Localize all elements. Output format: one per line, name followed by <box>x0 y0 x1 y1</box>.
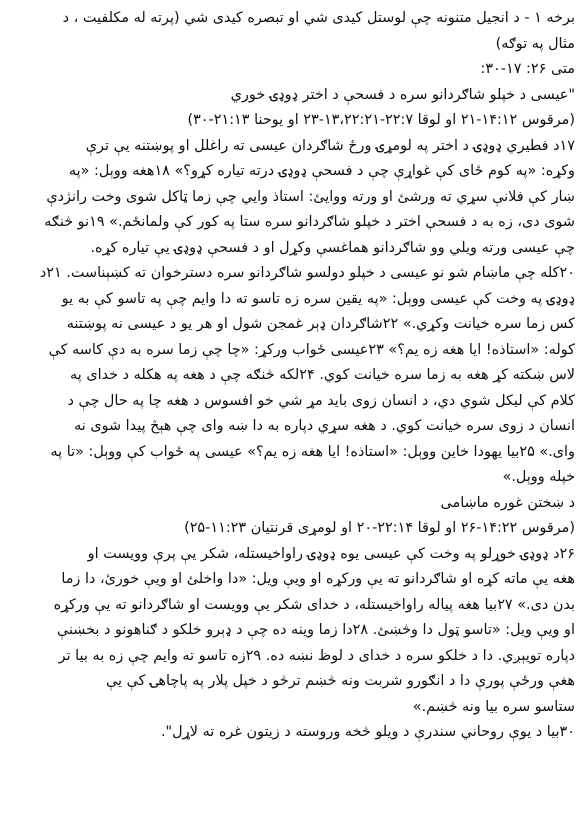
verse-paragraph: ۲۶د ډوډۍ خوړلو په وخت کې عيسی يوه ډوډۍ راواخيستله، شکر يې پرې وويست او هغه يې ماته کړه او شاګردانو ته يې ورکړه او ويې ويل: «دا واخلئ او ويې خورئ، دا زما بدن دی.» ۲۷بيا هغه پياله راواخيستله، د خدای شکر يې وويست او شاګردانو ته يې ورکړه او ويې ويل: «تاسو ټول دا وڅښئ. ۲۸دا زما وينه ده چې د ډېرو خلکو د ګناهونو د بخښنې دپاره تويېږي. دا د خلکو سره د خدای د لوظ نښه ده. ۲۹زه تاسو ته وايم چې زه به بيا تر هغې ورځې پورې دا د انګورو شربت ونه څښم ترڅو د خپل پلار په پاچاهۍ کې يې ستاسو سره بيا ونه څښم.» <box>53 545 575 715</box>
passage-heading: "عيسی د خپلو شاګردانو سره د فسحې د اختر ډوډۍ خوري (مرقوس ۱۴:۱۲-۲۱ او لوقا ۲۲:۷-۱۳،۲۲:۲۱-۲۳ او يوحنا ۲۱:۱۳-۳۰) <box>187 86 575 128</box>
subsection-heading: د ښختن غوره ماښامی (مرقوس ۱۴:۲۲-۲۶ او لوقا ۲۲:۱۴-۲۰ او لومړی قرنتيان ۱۱:۲۳-۲۵) <box>184 494 575 536</box>
verse-paragraph: ۱۷د فطيري ډوډۍ د اختر په لومړۍ ورځ شاګردان عيسی ته راغلل او پوښتنه يې ترې وکړه: «په کوم ځای کې غواړې چې د فسحې ډوډۍ درته تياره کړو؟» ۱۸هغه ووېل: «په ښار کې فلانې سړي ته ورشئ او ورته ووايئ: استاذ وايي چې زما ټاکل شوی وخت رانژدې شوی دی، زه به د فسحې اختر د خپلو شاګردانو سره ستا په کور کې ولمانځم.» ۱۹نو څنګه چې عيسی ورته ويلي وو شاګردانو هماغسې وکړل او د فسحې ډوډۍ يې تياره کړه. <box>44 137 575 256</box>
scripture-reference: متی ۲۶: ۱۷-۳۰: <box>480 61 575 77</box>
section-heading: برخه ۱ - د انجيل متنونه چې لوستل کيدی شي او تبصره کيدی شي (پرته له مکلفيت ، د مثال په توګه) <box>62 10 575 52</box>
verse-paragraph: ۳۰بيا د يوې روحاني سندرې د ويلو څخه وروسته د زيتون غره ته لاړل". <box>160 724 575 740</box>
verse-paragraph: ۲۰کله چې ماښام شو نو عيسی د خپلو دولسو شاګردانو سره دسترخوان ته کښېناست. ۲۱د ډوډۍ په وخت کې عيسی ووېل: «په يقين سره زه تاسو ته دا وايم چې په تاسو کې به يو کس زما سره خيانت وکړي.» ۲۲شاګردان ډېر غمجن شول او هر يو د عيسی نه پوښتنه کوله: «استاذه! ايا هغه زه يم؟» ۲۳عيسی ځواب ورکړ: «چا چې زما سره به دې کاسه کې لاس ښکته کړ هغه به زما سره خيانت کوي. ۲۴لکه څنګه چې د هغه په هکله د خدای په کلام کې ليکل شوي دي، د انسان زوی بايد مړ شي خو افسوس د هغه چا په حال چې د انسان د زوی سره خيانت کوي. د هغه سړي دپاره به دا ښه وای چې هېڅ پيدا شوی نه وای.» ۲۵بيا يهودا خاين ووېل: «استاذه! ايا هغه زه يم؟» عيسی په ځواب کې ووېل: «تا په خپله ووېل.» <box>39 265 575 485</box>
